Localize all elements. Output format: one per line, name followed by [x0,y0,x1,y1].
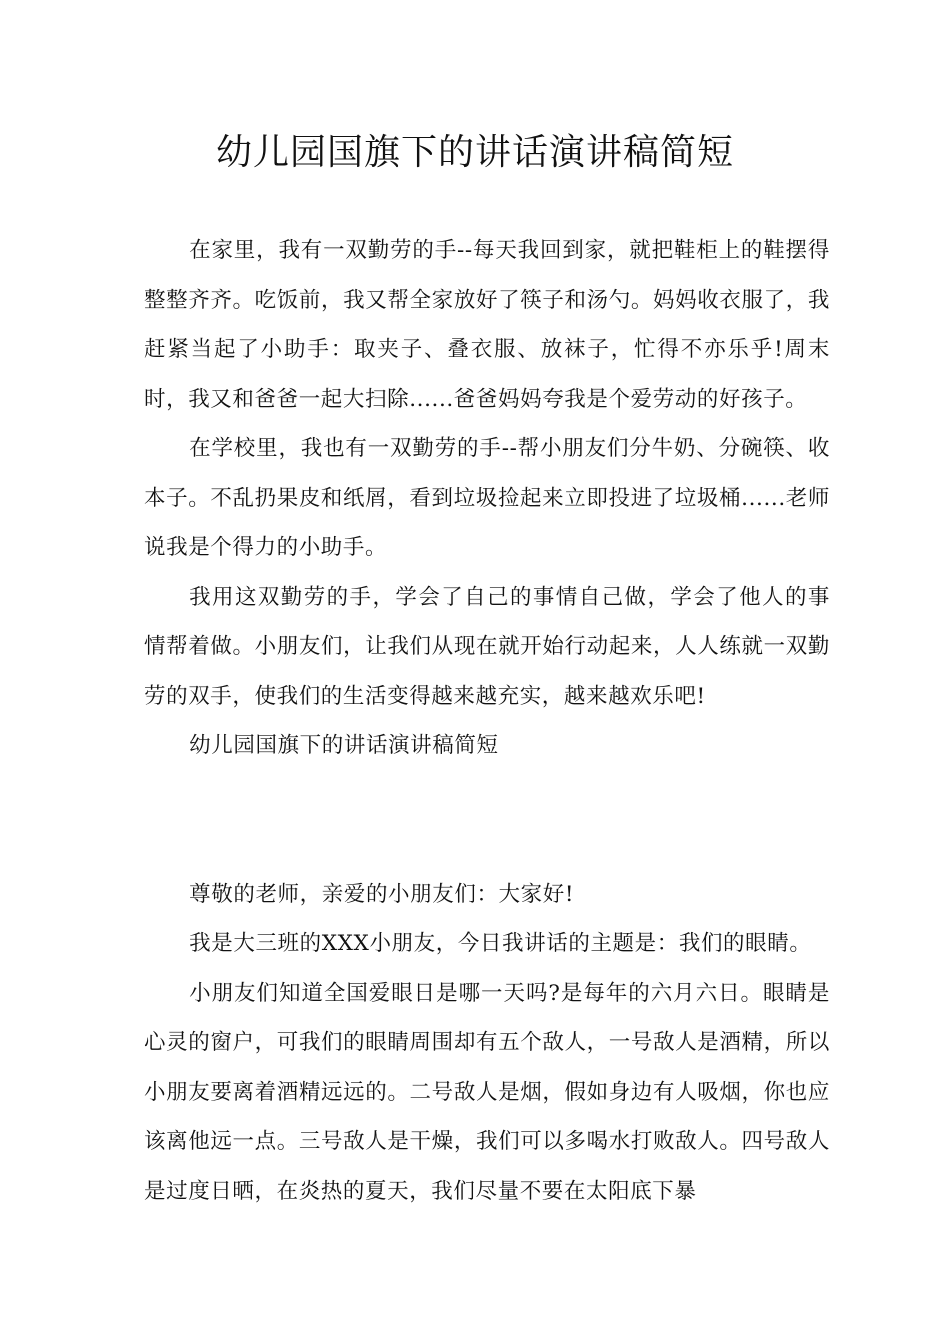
document-title: 幼儿园国旗下的讲话演讲稿简短 [215,132,734,173]
paragraph-home: 在家里，我有一双勤劳的手--每天我回到家，就把鞋柜上的鞋摆得整整齐齐。吃饭前，我又帮全家放好了筷子和汤勺。妈妈收衣服了，我赶紧当起了小助手：取夹子、叠衣服、放袜子，忙得不亦乐乎!周末时，我又和爸爸一起大扫除......爸爸妈妈夸我是个爱劳动的好孩子。 [144,238,830,412]
repeated-title-line: 幼儿园国旗下的讲话演讲稿简短 [189,733,499,758]
paragraph-conclusion: 我用这双勤劳的手，学会了自己的事情自己做，学会了他人的事情帮着做。小朋友们，让我们从现在就开始行动起来，人人练就一双勤劳的双手，使我们的生活变得越来越充实，越来越欢乐吧! [144,584,830,709]
paragraph-greeting: 尊敬的老师，亲爱的小朋友们：大家好! [189,881,575,907]
paragraph-eyes: 小朋友们知道全国爱眼日是哪一天吗?是每年的六月六日。眼睛是心灵的窗户，可我们的眼睛周围却有五个敌人，一号敌人是酒精，所以小朋友要离着酒精远远的。二号敌人是烟，假如身边有人吸烟，你也应该离他远一点。三号敌人是干燥，我们可以多喝水打败敌人。四号敌人是过度日晒，在炎热的夏天，我们尽量不要在太阳底下暴 [144,980,830,1204]
paragraph-introduction: 我是大三班的XXX小朋友，今日我讲话的主题是：我们的眼睛。 [189,931,812,956]
section-gap [144,771,830,870]
document-body [144,226,830,1216]
paragraph-school: 在学校里，我也有一双勤劳的手--帮小朋友们分牛奶、分碗筷、收本子。不乱扔果皮和纸屑，看到垃圾捡起来立即投进了垃圾桶......老师说我是个得力的小助手。 [144,436,830,560]
